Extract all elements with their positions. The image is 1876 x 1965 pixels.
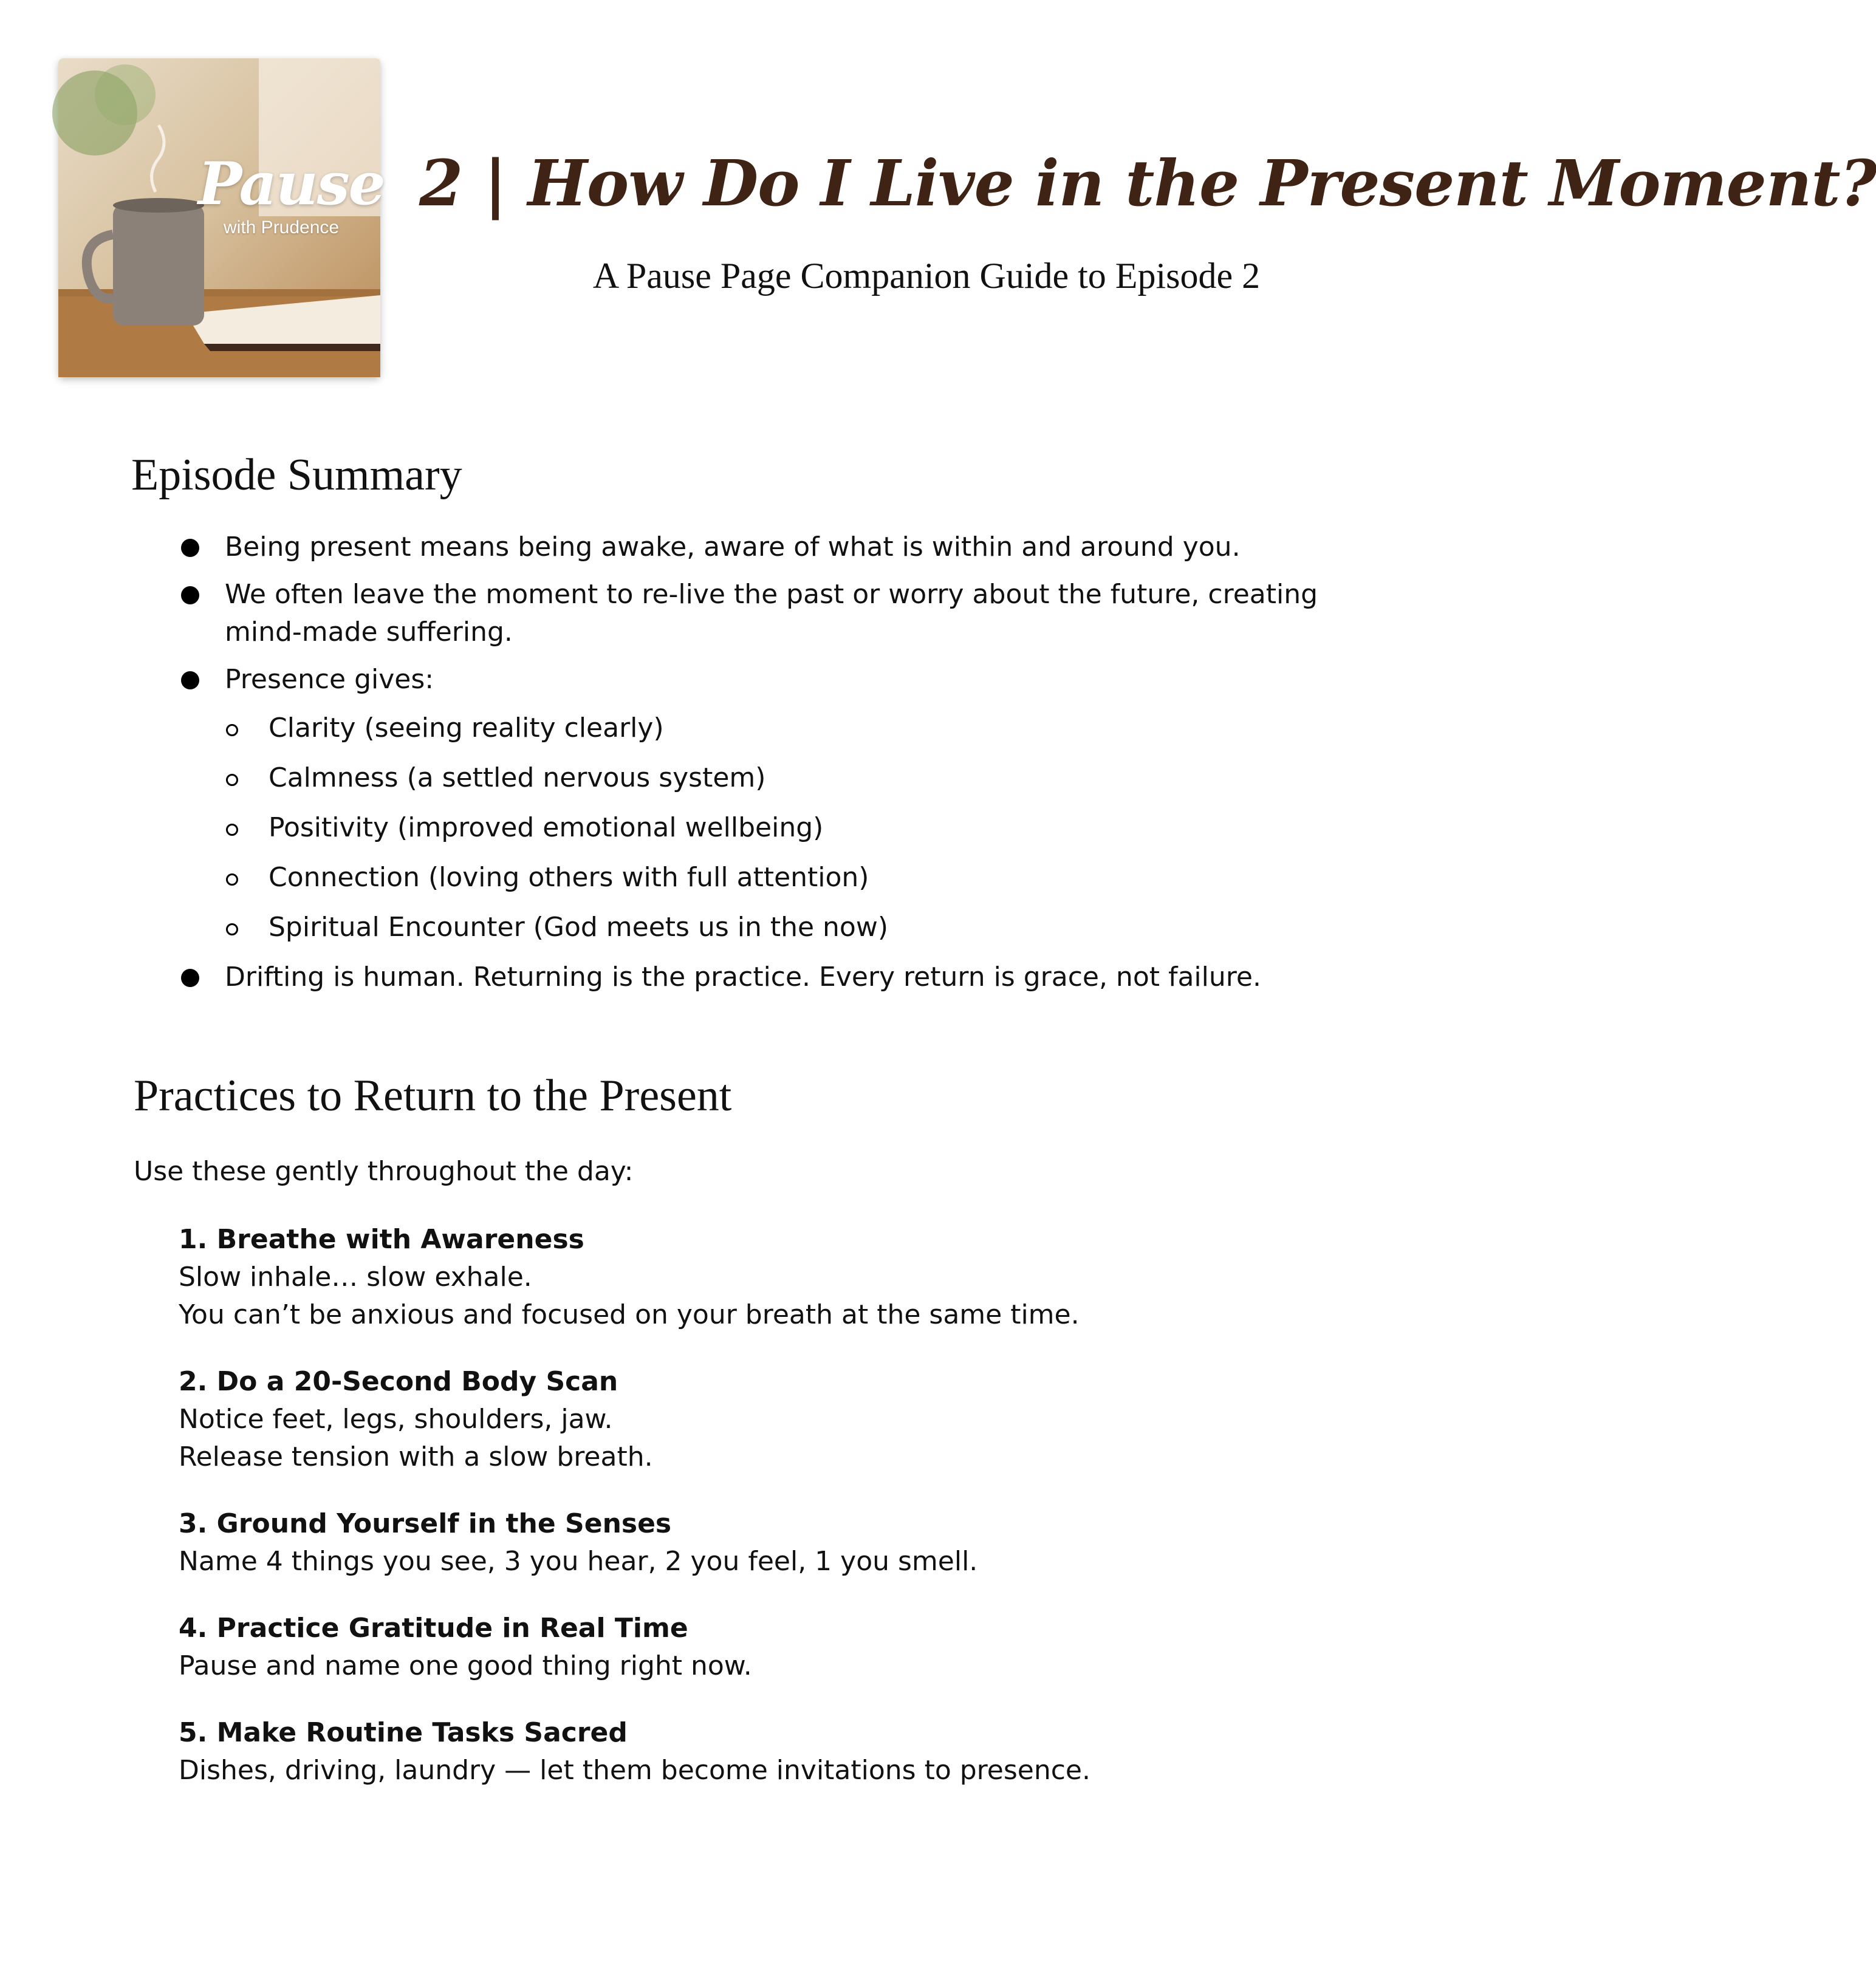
- practice-title: 3. Ground Yourself in the Senses: [179, 1508, 672, 1539]
- page-title: 2 | How Do I Live in the Present Moment?: [419, 146, 1876, 220]
- sub-list-item: [176, 859, 1391, 897]
- sub-item-text: Clarity (seeing reality clearly): [269, 713, 664, 743]
- bullet-circle-icon: [226, 873, 238, 886]
- summary-bullet-text: We often leave the moment to re-live the past or worry about the future, creating mind-made suffering.: [225, 579, 1318, 648]
- bullet-dot-icon: [181, 586, 199, 604]
- practice-line: Dishes, driving, laundry — let them become invitations to presence.: [179, 1755, 1090, 1786]
- summary-bullet: [176, 959, 1391, 996]
- sub-item-text: Calmness (a settled nervous system): [269, 762, 766, 793]
- practices-intro: Use these gently throughout the day:: [134, 1156, 634, 1187]
- sub-item-text: Spiritual Encounter (God meets us in the now): [269, 912, 888, 943]
- summary-bullet: [176, 576, 1391, 651]
- summary-bullet-text: Presence gives:: [225, 664, 434, 695]
- bullet-circle-icon: [226, 923, 238, 935]
- sub-list-item: [176, 809, 1391, 847]
- practice-line: Release tension with a slow breath.: [179, 1441, 653, 1472]
- summary-bullet: [176, 661, 1391, 699]
- sub-list-item: [176, 709, 1391, 747]
- sub-item-text: Connection (loving others with full attention): [269, 862, 869, 893]
- practice-line: Slow inhale… slow exhale.: [179, 1262, 532, 1293]
- page-subtitle: A Pause Page Companion Guide to Episode 2: [592, 256, 1261, 296]
- cover-subtitle: with Prudence: [224, 217, 340, 238]
- practice-line: Pause and name one good thing right now.: [179, 1650, 752, 1681]
- bullet-circle-icon: [226, 724, 238, 736]
- sub-list-item: [176, 909, 1391, 946]
- practice-item: [179, 1363, 1394, 1476]
- sub-item-text: Positivity (improved emotional wellbeing): [269, 812, 824, 843]
- summary-bullet: [176, 528, 1391, 566]
- cover-title: Pause: [198, 149, 385, 218]
- podcast-cover-image: [58, 58, 385, 377]
- practice-line: Name 4 things you see, 3 you hear, 2 you feel, 1 you smell.: [179, 1546, 978, 1577]
- bullet-dot-icon: [181, 539, 199, 557]
- summary-bullet-text: Drifting is human. Returning is the practice. Every return is grace, not failure.: [225, 962, 1261, 993]
- bullet-circle-icon: [226, 774, 238, 786]
- practices-heading: Practices to Return to the Present: [134, 1071, 732, 1121]
- practice-item: [179, 1610, 1394, 1685]
- presence-benefits-list: [176, 709, 1391, 946]
- episode-summary-heading: Episode Summary: [131, 450, 462, 500]
- episode-summary-list: [176, 528, 1391, 1006]
- practice-title: 2. Do a 20-Second Body Scan: [179, 1366, 618, 1397]
- practices-list: [179, 1221, 1394, 1819]
- sub-list-item: [176, 759, 1391, 797]
- practice-title: 5. Make Routine Tasks Sacred: [179, 1717, 628, 1748]
- practice-item: [179, 1505, 1394, 1581]
- practice-title: 1. Breathe with Awareness: [179, 1224, 584, 1255]
- summary-bullet-text: Being present means being awake, aware of what is within and around you.: [225, 531, 1241, 562]
- practice-title: 4. Practice Gratitude in Real Time: [179, 1613, 688, 1644]
- practice-line: Notice feet, legs, shoulders, jaw.: [179, 1404, 613, 1435]
- practice-line: You can’t be anxious and focused on your breath at the same time.: [179, 1299, 1080, 1330]
- bullet-circle-icon: [226, 824, 238, 836]
- bullet-dot-icon: [181, 969, 199, 987]
- practice-item: [179, 1221, 1394, 1334]
- practice-item: [179, 1714, 1394, 1789]
- bullet-dot-icon: [181, 671, 199, 689]
